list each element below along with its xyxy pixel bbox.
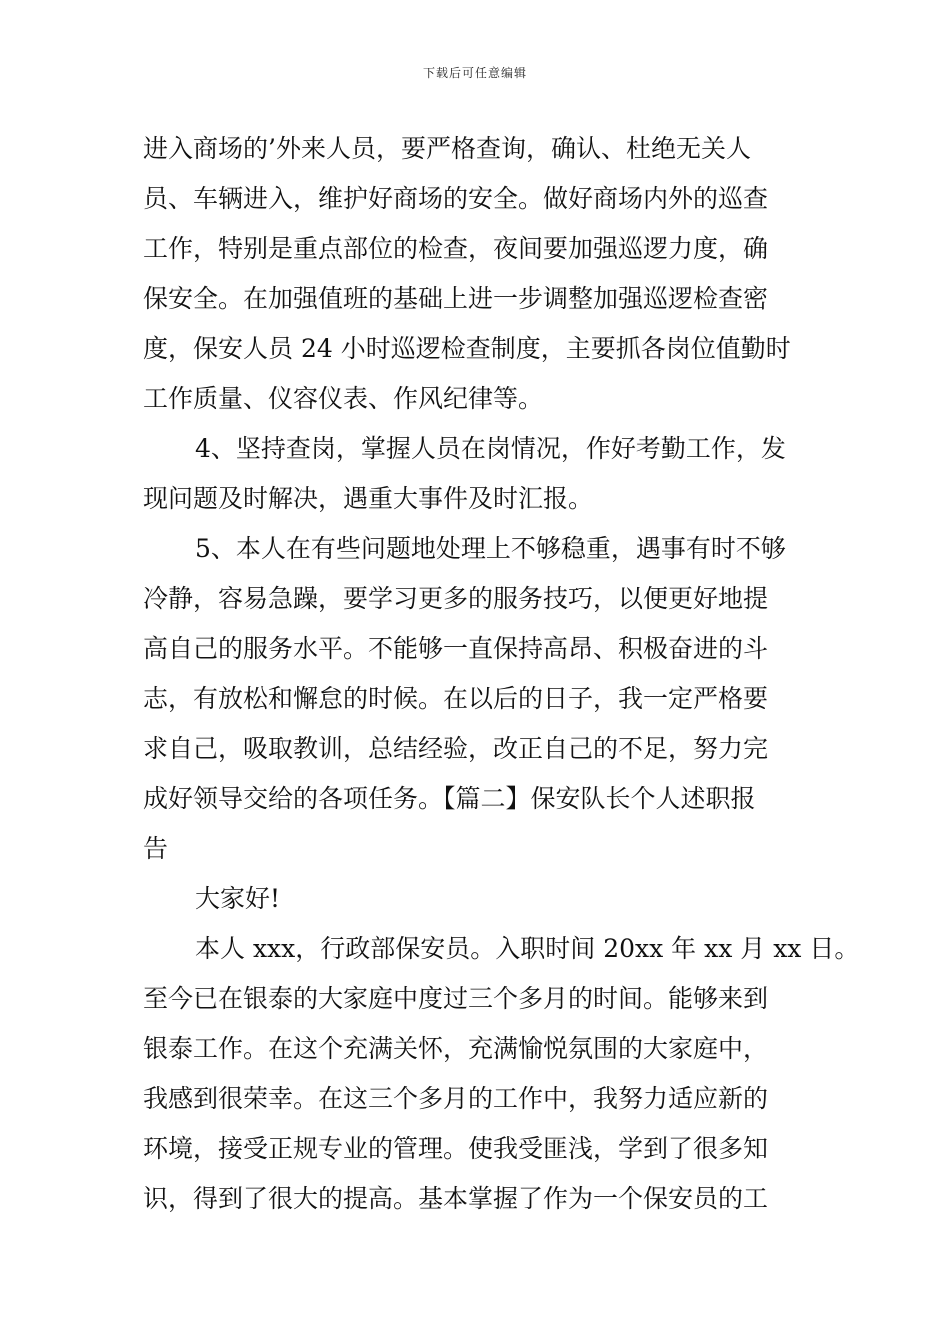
text-line: 识，得到了很大的提高。基本掌握了作为一个保安员的工 [143,1184,769,1213]
greeting-line: 大家好! [195,884,281,913]
text-line: 志，有放松和懈怠的时候。在以后的日子，我一定严格要 [143,684,769,713]
document-body [143,124,860,1224]
text-line: 保安全。在加强值班的基础上进一步调整加强巡逻检查密 [143,284,769,313]
text-line: 现问题及时解决，遇重大事件及时汇报。 [143,484,594,513]
text-line: 冷静，容易急躁，要学习更多的服务技巧，以便更好地提 [143,584,769,613]
text-line: 进入商场的’外来人员，要严格查询，确认、杜绝无关人 [143,134,751,163]
text-line: 环境，接受正规专业的管理。使我受匪浅，学到了很多知 [143,1134,769,1163]
text-line: 度，保安人员 24 小时巡逻检查制度，主要抓各岗位值勤时 [143,334,791,363]
paragraph-start-line: 5、本人在有些问题地处理上不够稳重，遇事有时不够 [195,534,786,563]
text-line: 银泰工作。在这个充满关怀，充满愉悦氛围的大家庭中， [143,1034,769,1063]
text-line: 至今已在银泰的大家庭中度过三个多月的时间。能够来到 [143,984,769,1013]
text-line: 我感到很荣幸。在这三个多月的工作中，我努力适应新的 [143,1084,769,1113]
text-line: 工作，特别是重点部位的检查，夜间要加强巡逻力度，确 [143,234,769,263]
text-line: 员、车辆进入，维护好商场的安全。做好商场内外的巡查 [143,184,769,213]
paragraph-start-line: 本人 xxx，行政部保安员。入职时间 20xx 年 xx 月 xx 日。 [195,934,860,963]
text-line: 求自己，吸取教训，总结经验，改正自己的不足，努力完 [143,734,769,763]
text-line: 高自己的服务水平。不能够一直保持高昂、积极奋进的斗 [143,634,769,663]
text-line: 工作质量、仪容仪表、作风纪律等。 [143,384,544,413]
text-line: 成好领导交给的各项任务。【篇二】保安队长个人述职报 [143,784,756,813]
page-header-note: 下载后可任意编辑 [422,66,527,80]
text-line: 告 [143,834,169,863]
paragraph-start-line: 4、坚持查岗，掌握人员在岗情况，作好考勤工作，发 [195,434,786,463]
